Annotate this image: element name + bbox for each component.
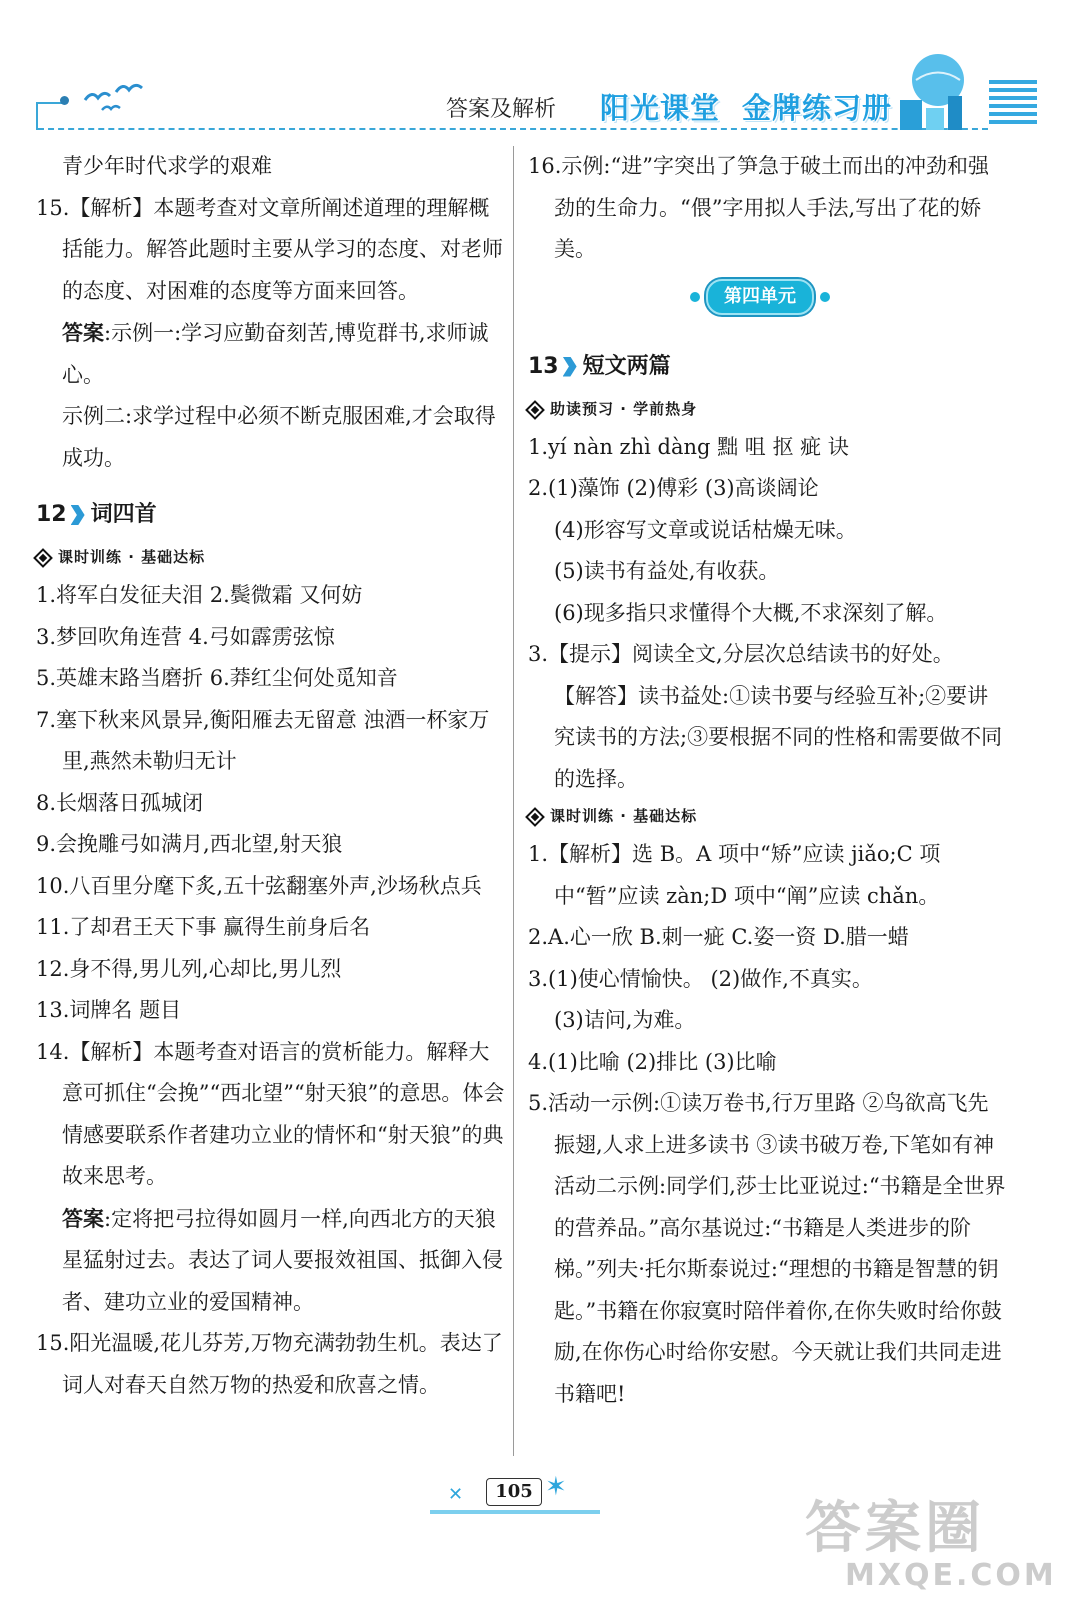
diamond-icon	[525, 400, 545, 420]
section-title: 短文两篇	[582, 352, 671, 379]
answer-item-15b: 15.阳光温暖,花儿芬芳,万物充满勃勃生机。表达了词人对春天自然万物的热爱和欣喜之情。	[36, 1331, 503, 1397]
practice-item-5: 5.活动一示例:①读万卷书,行万里路 ②鸟欲高飞先振翅,人求上进多读书 ③读书破万卷,下笔如有神	[528, 1091, 995, 1157]
header-corner-bracket	[36, 102, 64, 130]
page-number: 105	[486, 1478, 542, 1506]
section-title: 词四首	[90, 501, 157, 528]
preview-item-3: 3.【提示】阅读全文,分层次总结读书的好处。	[528, 642, 954, 666]
answer-item-14: 14.【解析】本题考查对语言的赏析能力。解释大意可抓住“会挽”“西北望”“射天狼”的意思。体会情感要联系作者建功立业的情怀和“射天狼”的典故来思考。	[36, 1039, 505, 1188]
answer-item-7: 7.塞下秋来风景异,衡阳雁去无留意 浊酒一杯家万里,燕然未勒归无计	[36, 707, 490, 773]
practice-item-3-3: (3)诘问,为难。	[554, 1008, 696, 1032]
subsection-title: 课时训练 · 基础达标	[550, 807, 698, 826]
header-dotted-line	[38, 128, 988, 130]
practice-item-3: 3.(1)使心情愉快。 (2)做作,不真实。	[528, 966, 873, 991]
diamond-icon	[525, 807, 545, 827]
right-column	[528, 146, 1008, 1415]
chevron-right-icon	[563, 357, 577, 377]
watermark-url: MXQE.COM	[845, 1558, 1057, 1593]
brand-left: 阳光课堂	[600, 91, 721, 125]
page-header	[0, 0, 1075, 150]
section-13-heading	[528, 345, 1008, 389]
subsection-heading	[528, 800, 1008, 834]
preview-item-3-answer: 【解答】读书益处:①读书要与经验互补;②要讲究读书的方法;③要根据不同的性格和需要做不同的选择。	[554, 683, 1003, 791]
column-divider	[513, 146, 514, 1456]
star-icon: ✶	[545, 1472, 567, 1502]
practice-item-5-activity-2: 活动二示例:同学们,莎士比亚说过:“书籍是全世界的营养品。”高尔基说过:“书籍是人类进步的阶梯。”列夫·托尔斯泰说过:“理想的书籍是智慧的钥匙。”书籍在你寂寞时陪伴着你,在你失败时给你鼓励,在你伤心时给你安慰。今天就让我们共同走进书籍吧!	[554, 1174, 1006, 1406]
answer-line: 青少年时代求学的艰难	[62, 154, 272, 178]
brand-right: 金牌练习册	[742, 91, 893, 125]
answer-item-14-answer	[36, 1198, 506, 1324]
section-12-heading	[36, 493, 506, 537]
preview-item-2-5: (5)读书有益处,有收获。	[554, 559, 780, 583]
subsection-heading	[528, 393, 1008, 427]
answer-item-9: 9.会挽雕弓如满月,西北望,射天狼	[36, 832, 343, 856]
left-column	[36, 146, 506, 1406]
answer-item-15: 15.【解析】本题考查对文章所阐述道理的理解概括能力。解答此题时主要从学习的态度、对老师的态度、对困难的态度等方面来回答。	[36, 195, 503, 303]
unit-badge: 第四单元	[706, 279, 814, 315]
section-number: 12	[36, 502, 67, 528]
answer-item-3-4: 3.梦回吹角连营 4.弓如霹雳弦惊	[36, 624, 335, 649]
answer-item-16: 16.示例:“进”字突出了笋急于破土而出的冲劲和强劲的生命力。“偎”字用拟人手法,写出了花的娇美。	[528, 154, 989, 261]
answer-label: 答案	[62, 1205, 104, 1231]
unit-badge-row	[528, 271, 1008, 331]
answer-example-2: 示例二:求学过程中必须不断克服困难,才会取得成功。	[62, 404, 496, 470]
subsection-heading	[36, 541, 506, 575]
globe-decoration-icon	[880, 40, 980, 135]
answer-text: :定将把弓拉得如圆月一样,向西北方的天狼星猛射过去。表达了词人要报效祖国、抵御入侵者、建功立业的爱国精神。	[62, 1206, 503, 1314]
header-dot	[60, 96, 69, 105]
subsection-title: 课时训练 · 基础达标	[58, 548, 206, 567]
diamond-icon	[33, 548, 53, 568]
answer-item-13: 13.词牌名 题目	[36, 998, 182, 1022]
answer-item-8: 8.长烟落日孤城闭	[36, 790, 204, 815]
watermark	[805, 1484, 1057, 1594]
birds-icon	[80, 78, 150, 118]
answer-item-10: 10.八百里分麾下炙,五十弦翻塞外声,沙场秋点兵	[36, 873, 482, 898]
preview-item-2: 2.(1)藻饰 (2)傅彩 (3)高谈阔论	[528, 476, 819, 500]
preview-item-2-6: (6)现多指只求懂得个大概,不求深刻了解。	[554, 600, 948, 625]
subsection-title: 助读预习 · 学前热身	[550, 399, 698, 418]
practice-item-1: 1.【解析】选 B。A 项中“矫”应读 jiǎo;C 项中“暂”应读 zàn;D 项中“阐”应读 chǎn。	[528, 842, 941, 908]
preview-item-1: 1.yí nàn zhì dàng 黜 咀 抠 疵 诀	[528, 434, 849, 459]
chevron-right-icon	[71, 505, 85, 525]
answer-example-1	[36, 312, 506, 396]
watermark-text: 答案圈	[805, 1496, 985, 1561]
sparkle-icon: ✕	[448, 1484, 464, 1505]
footer-wave	[430, 1510, 600, 1514]
preview-item-2-4: (4)形容写文章或说话枯燥无味。	[554, 517, 857, 542]
answer-item-11: 11.了却君王天下事 赢得生前身后名	[36, 915, 371, 939]
answer-item-12: 12.身不得,男儿列,心却比,男儿烈	[36, 956, 342, 981]
answer-item-1-2: 1.将军白发征夫泪 2.鬓微霜 又何妨	[36, 583, 363, 607]
header-title: 答案及解析	[446, 97, 557, 122]
answer-label: 答案	[62, 320, 104, 345]
answer-text: :示例一:学习应勤奋刻苦,博览群书,求师诚心。	[62, 321, 489, 387]
answer-item-5-6: 5.英雄末路当磨折 6.莽红尘何处觅知音	[36, 666, 398, 690]
section-number: 13	[528, 353, 559, 379]
header-stripes	[989, 80, 1037, 132]
practice-item-2: 2.A.心一欣 B.刺一疵 C.姿一资 D.腊一蜡	[528, 925, 909, 949]
practice-item-4: 4.(1)比喻 (2)排比 (3)比喻	[528, 1049, 777, 1074]
